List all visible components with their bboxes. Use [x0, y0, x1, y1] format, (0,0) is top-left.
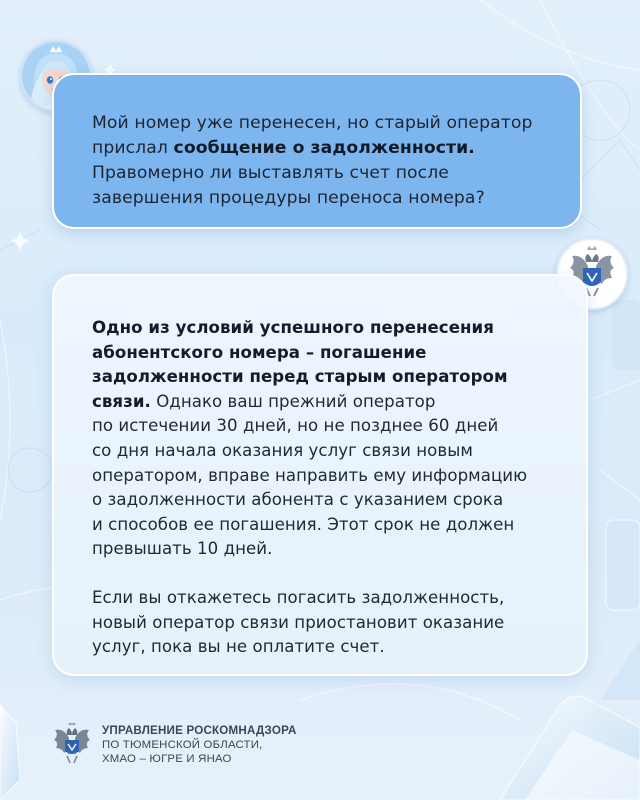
text-run: Однако ваш прежний оператор [150, 391, 436, 411]
text-run: новый оператор связи приостановит оказание [92, 612, 505, 632]
text-run: превышать 10 дней. [92, 539, 273, 559]
bold-text-run: задолженности перед старым оператором [92, 367, 508, 387]
text-run: прислал [92, 138, 174, 158]
question-text [92, 111, 550, 211]
text-run: оператором, вправе направить ему информацию [92, 465, 528, 485]
question-bubble [52, 73, 582, 229]
bold-text-run: абонентского номера – погашение [92, 342, 427, 362]
footer-line-2: ПО ТЮМЕНСКОЙ ОБЛАСТИ, [102, 739, 263, 751]
text-run: о задолженности абонента с указанием срока [92, 490, 504, 510]
text-run: завершения процедуры переноса номера? [92, 188, 485, 208]
footer-line-3: ХМАО – ЮГРЕ И ЯНАО [102, 753, 232, 765]
text-run: Если вы откажетесь погасить задолженность, [92, 587, 505, 607]
footer-organization [52, 722, 297, 768]
text-run: и способов ее погашения. Этот срок не должен [92, 514, 515, 534]
answer-paragraph-1 [92, 316, 562, 562]
bold-text-run: сообщение о задолженности. [173, 138, 475, 158]
text-run: по истечении 30 дней, но не позднее 60 дней [92, 416, 499, 436]
bold-text-run: связи. [92, 391, 151, 411]
text-run: со дня начала оказания услуг связи новым [92, 440, 473, 460]
answer-bubble [52, 274, 588, 676]
text-run: Мой номер уже перенесен, но старый оператор [92, 113, 533, 133]
answer-paragraph-2 [92, 586, 562, 660]
footer-text [102, 724, 297, 766]
answer-text [92, 316, 562, 660]
footer-line-1: УПРАВЛЕНИЕ РОСКОМНАДЗОРА [102, 724, 297, 737]
text-run: услуг, пока вы не оплатите счет. [92, 637, 385, 657]
double-headed-eagle-emblem-icon [52, 722, 92, 768]
bold-text-run: Одно из условий успешного перенесения [92, 318, 494, 337]
text-run: Правомерно ли выставлять счет после [92, 163, 449, 183]
